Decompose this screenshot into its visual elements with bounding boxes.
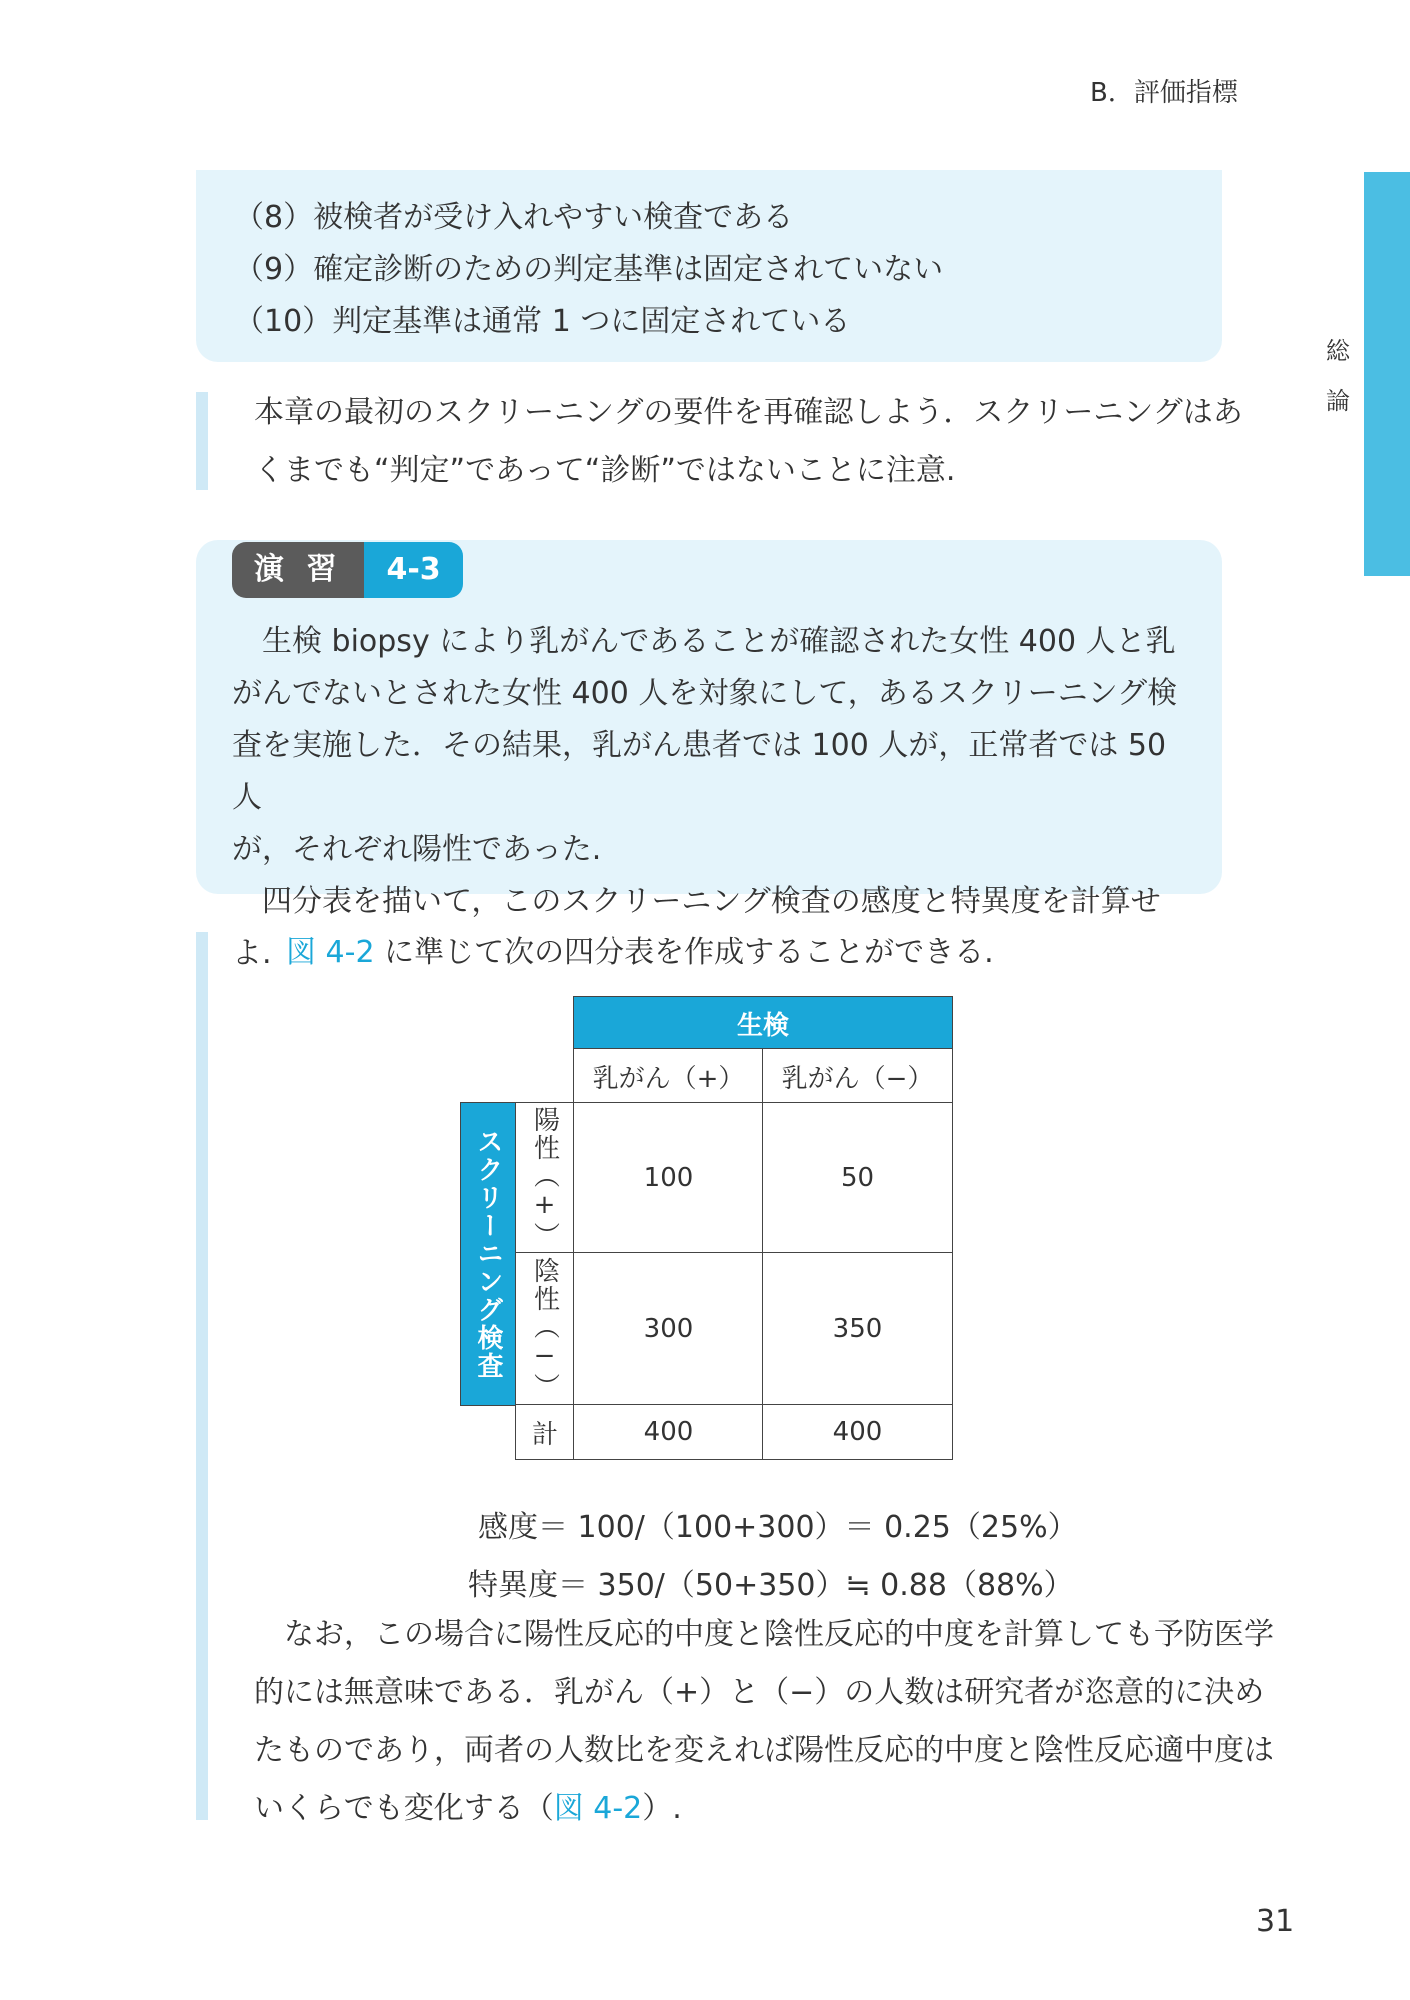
- table-cell: 350: [762, 1252, 953, 1406]
- answer-paragraph-line: たものであり，両者の人数比を変えれば陽性反応的中度と陰性反応適中度は: [254, 1733, 1274, 1768]
- criteria-item: （9）確定診断のための判定基準は固定されていない: [234, 252, 944, 287]
- row-group-header-text: スクリーニング検査: [473, 1128, 503, 1380]
- figure-reference[interactable]: 図 4-2: [286, 935, 375, 970]
- note-line: 本章の最初のスクリーニングの要件を再確認しよう．スクリーニングはあ: [254, 395, 1243, 430]
- table-cell: 300: [573, 1252, 764, 1406]
- exercise-badge: [232, 542, 463, 598]
- exercise-line: がんでないとされた女性 400 人を対象にして，あるスクリーニング検: [232, 676, 1178, 711]
- answer-paragraph-line: 的には無意味である．乳がん（+）と（−）の人数は研究者が恣意的に決め: [254, 1675, 1265, 1710]
- figure-reference[interactable]: 図 4-2: [553, 1791, 643, 1826]
- sensitivity-formula: 感度＝ 100/（100+300）＝ 0.25（25%）: [478, 1510, 1078, 1545]
- table-cell: 50: [762, 1102, 953, 1254]
- exercise-line: 査を実施した．その結果，乳がん患者では 100 人が，正常者では 50 人: [232, 728, 1167, 815]
- answer-intro-text: に準じて次の四分表を作成することができる.: [374, 935, 994, 970]
- total-label: 計: [515, 1404, 575, 1460]
- answer-paragraph-line: なお，この場合に陽性反応的中度と陰性反応的中度を計算しても予防医学: [284, 1617, 1274, 1652]
- row-header: [515, 1102, 575, 1254]
- criteria-item: （10）判定基準は通常 1 つに固定されている: [234, 304, 851, 339]
- exercise-line: 四分表を描いて，このスクリーニング検査の感度と特異度を計算せよ.: [232, 884, 1161, 971]
- table-cell: 100: [573, 1102, 764, 1254]
- answer-text: ）.: [642, 1791, 682, 1826]
- chapter-tab-char: 論: [1326, 387, 1350, 415]
- exercise-line: 生検 biopsy により乳がんであることが確認された女性 400 人と乳: [262, 624, 1176, 659]
- row-header-text: 陰性（−）: [529, 1257, 560, 1401]
- column-group-header: 生検: [573, 996, 953, 1050]
- total-cell: 400: [573, 1404, 764, 1460]
- exercise-line: が，それぞれ陽性であった.: [232, 832, 602, 867]
- page-number: 31: [1256, 1904, 1295, 1939]
- total-cell: 400: [762, 1404, 953, 1460]
- column-header: 乳がん（+）: [573, 1048, 764, 1104]
- note-bar: [196, 392, 208, 490]
- chapter-tab-char: 総: [1326, 337, 1350, 365]
- running-header: B．評価指標: [1090, 78, 1238, 108]
- row-header-text: 陽性（+）: [529, 1106, 560, 1250]
- row-header: [515, 1252, 575, 1406]
- specificity-formula: 特異度＝ 350/（50+350）≒ 0.88（88%）: [468, 1568, 1074, 1603]
- chapter-tab-label: [1318, 326, 1358, 426]
- chapter-tab: [1364, 172, 1410, 576]
- answer-paragraph-last-line: [254, 1780, 682, 1838]
- note-line: くまでも“判定”であって“診断”ではないことに注意.: [254, 453, 956, 488]
- column-header: 乳がん（−）: [762, 1048, 953, 1104]
- criteria-item: （8）被検者が受け入れやすい検査である: [234, 200, 794, 235]
- answer-intro: [286, 924, 994, 982]
- exercise-label: 演 習: [232, 542, 364, 598]
- exercise-number: 4-3: [364, 542, 462, 598]
- answer-text: いくらでも変化する（: [254, 1791, 554, 1826]
- answer-bar: [196, 932, 208, 1820]
- row-group-header: [460, 1102, 517, 1406]
